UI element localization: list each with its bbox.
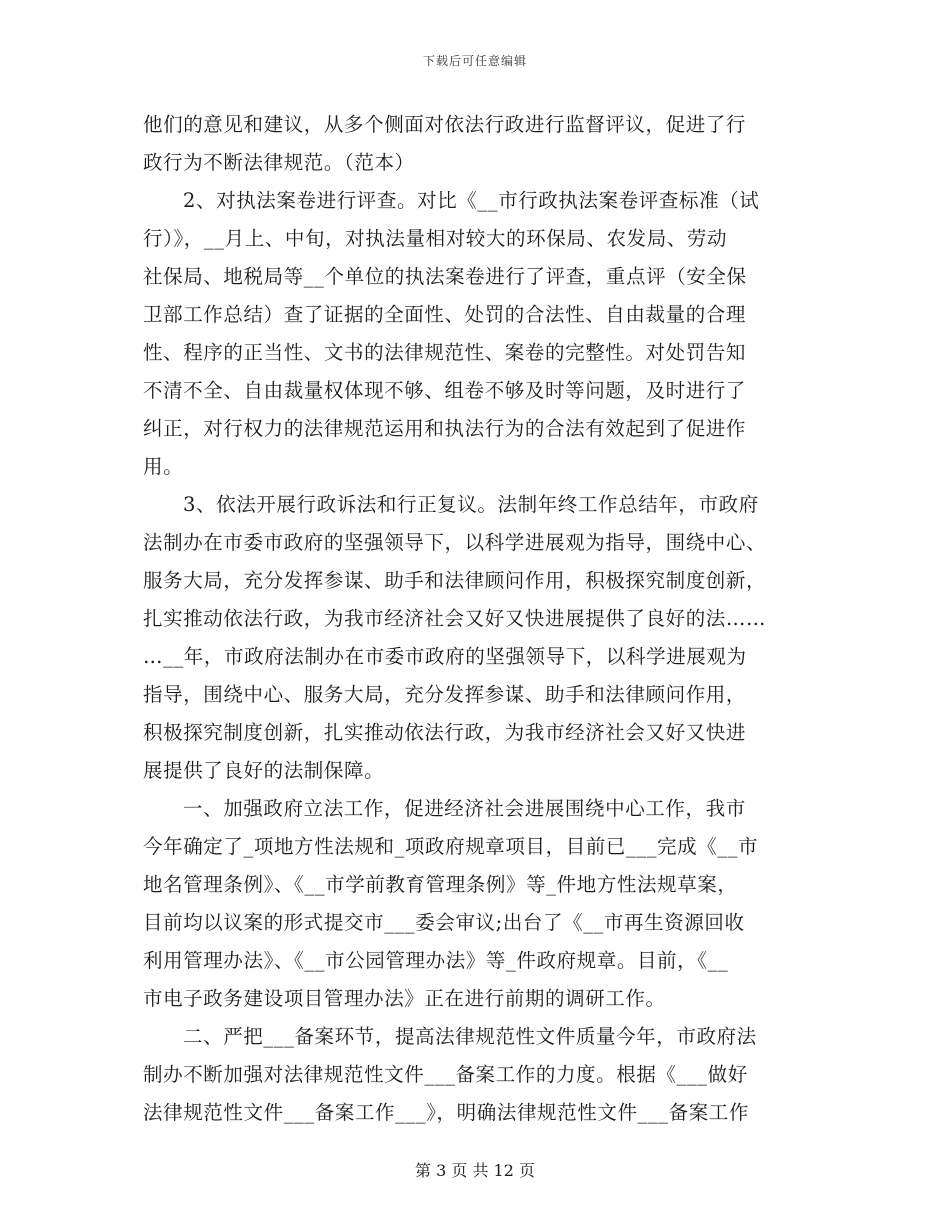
body-line: 政行为不断法律规范。（范本） bbox=[143, 151, 415, 174]
body-line: …__年，市政府法制办在市委市政府的坚强领导下，以科学进展观为 bbox=[143, 645, 747, 668]
body-line: 不清不全、自由裁量权体现不够、组卷不够及时等问题，及时进行了 bbox=[143, 379, 747, 402]
body-line: 性、程序的正当性、文书的法律规范性、案卷的完整性。对处罚告知 bbox=[143, 341, 747, 364]
body-line: 制办不断加强对法律规范性文件___备案工作的力度。根据《___做好 bbox=[143, 1063, 748, 1086]
body-line: 利用管理办法》、《__市公园管理办法》等_件政府规章。目前，《__ bbox=[143, 949, 729, 972]
body-line: 指导，围绕中心、服务大局，充分发挥参谋、助手和法律顾问作用， bbox=[143, 683, 747, 706]
body-line: 行）》，__月上、中旬，对执法量相对较大的环保局、农发局、劳动 bbox=[143, 227, 728, 250]
body-line: 服务大局，充分发挥参谋、助手和法律顾问作用，积极探究制度创新， bbox=[143, 569, 767, 592]
body-line: 展提供了良好的法制保障。 bbox=[143, 759, 385, 782]
body-line: 法律规范性文件___备案工作___》，明确法律规范性文件___备案工作 bbox=[143, 1101, 750, 1124]
paragraph-start-line: 2、对执法案卷进行评查。对比《__市行政执法案卷评查标准（试 bbox=[183, 189, 760, 212]
body-line: 目前均以议案的形式提交市___委会审议;出台了《__市再生资源回收 bbox=[143, 911, 745, 934]
document-body bbox=[143, 106, 807, 1132]
paragraph-start-line: 一、加强政府立法工作，促进经济社会进展围绕中心工作，我市 bbox=[183, 797, 746, 820]
body-line: 法制办在市委市政府的坚强领导下，以科学进展观为指导，围绕中心、 bbox=[143, 531, 767, 554]
body-line: 地名管理条例》、《__市学前教育管理条例》等_件地方性法规草案， bbox=[143, 873, 738, 896]
body-line: 市电子政务建设项目管理办法》正在进行前期的调研工作。 bbox=[143, 987, 666, 1010]
body-line: 扎实推动依法行政，为我市经济社会又好又快进展提供了良好的法…… bbox=[143, 607, 767, 630]
paragraph-start-line: 3、依法开展行政诉法和行正复议。法制年终工作总结年，市政府 bbox=[183, 493, 759, 516]
body-line: 积极探究制度创新，扎实推动依法行政，为我市经济社会又好又快进 bbox=[143, 721, 747, 744]
paragraph-start-line: 二、严把___备案环节，提高法律规范性文件质量今年，市政府法 bbox=[183, 1025, 757, 1048]
body-line: 卫部工作总结）查了证据的全面性、处罚的合法性、自由裁量的合理 bbox=[143, 303, 747, 326]
page-number-footer: 第 3 页 共 12 页 bbox=[415, 1161, 535, 1180]
page-header-note: 下载后可任意编辑 bbox=[422, 54, 527, 68]
body-line: 他们的意见和建议，从多个侧面对依法行政进行监督评议，促进了行 bbox=[143, 113, 747, 136]
body-line: 用。 bbox=[143, 455, 184, 478]
body-line: 纠正，对行权力的法律规范运用和执法行为的合法有效起到了促进作 bbox=[143, 417, 747, 440]
body-line: 今年确定了_项地方性法规和_项政府规章项目，目前已___完成《__市 bbox=[143, 835, 759, 858]
body-line: 社保局、地税局等__个单位的执法案卷进行了评查，重点评（安全保 bbox=[143, 265, 747, 288]
